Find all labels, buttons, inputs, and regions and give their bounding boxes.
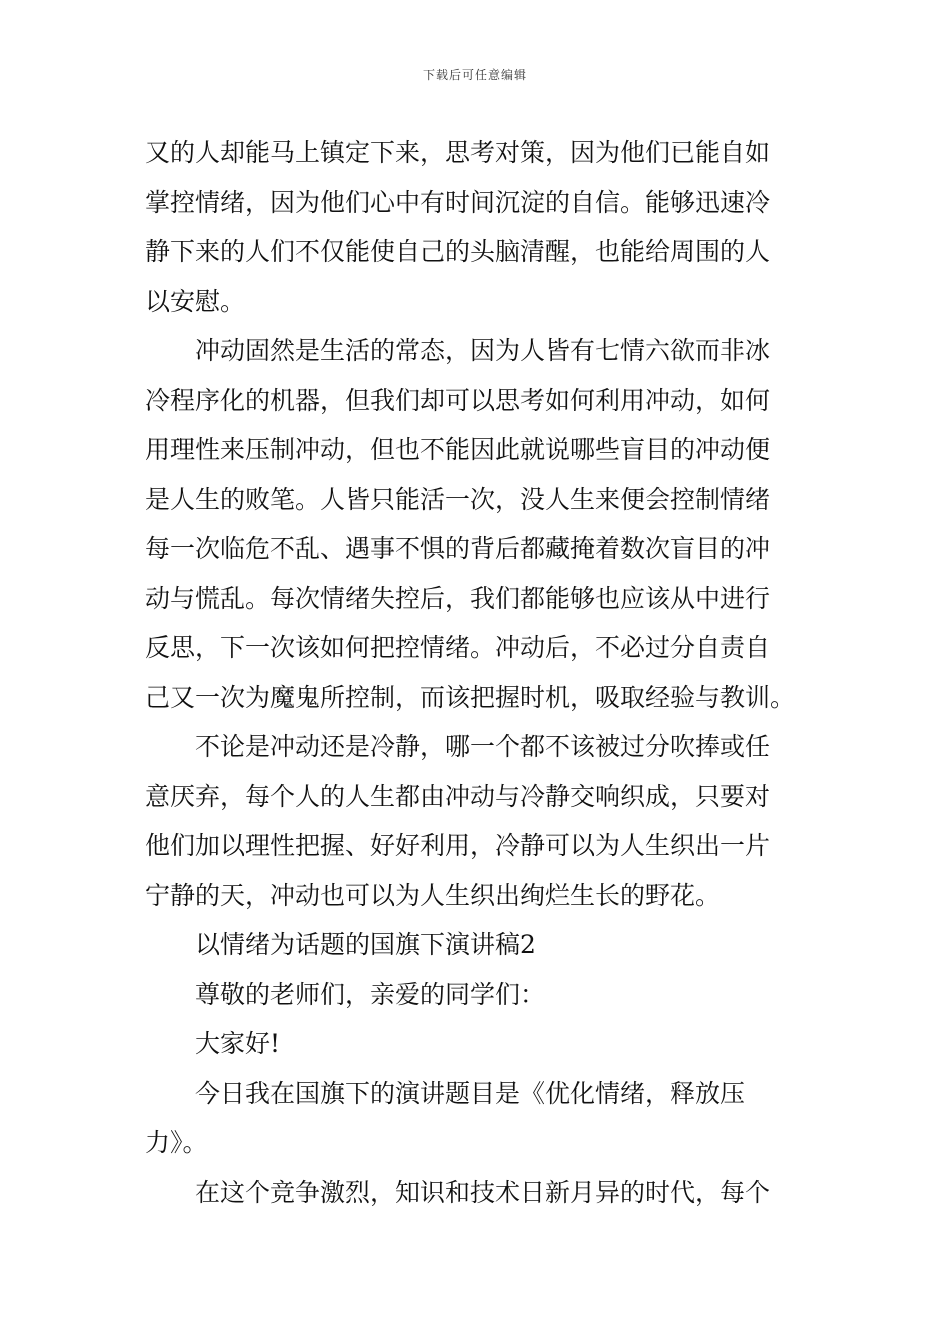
- text-line: 以安慰。: [145, 286, 246, 316]
- text-line: 意厌弃，每个人的人生都由冲动与冷静交响织成，只要对: [145, 781, 771, 811]
- text-line: 冷程序化的机器，但我们却可以思考如何利用冲动，如何: [145, 385, 771, 415]
- text-line: 宁静的天，冲动也可以为人生织出绚烂生长的野花。: [145, 880, 721, 910]
- text-line: 动与慌乱。每次情绪失控后，我们都能够也应该从中进行: [145, 583, 771, 613]
- text-line: 反思，下一次该如何把控情绪。冲动后，不必过分自责自: [145, 633, 771, 662]
- text-line: 又的人却能马上镇定下来，思考对策，因为他们已能自如: [145, 138, 771, 167]
- text-line: 力》。: [145, 1128, 208, 1157]
- text-line: 今日我在国旗下的演讲题目是《优化情绪，释放压: [195, 1078, 746, 1108]
- text-line: 在这个竞争激烈，知识和技术日新月异的时代，每个: [195, 1177, 771, 1207]
- text-line: 尊敬的老师们，亲爱的同学们：: [195, 979, 546, 1009]
- text-line: 静下来的人们不仅能使自己的头脑清醒，也能给周围的人: [145, 237, 771, 266]
- page-header: 下载后可任意编辑: [422, 68, 527, 82]
- text-line: 用理性来压制冲动，但也不能因此就说哪些盲目的冲动便: [145, 435, 771, 464]
- text-line: 他们加以理性把握、好好利用，冷静可以为人生织出一片: [145, 831, 771, 860]
- text-line: 己又一次为魔鬼所控制，而该把握时机，吸取经验与教训。: [145, 682, 796, 712]
- text-line: 不论是冲动还是冷静，哪一个都不该被过分吹捧或任: [195, 732, 771, 761]
- document-body: [145, 128, 807, 1217]
- text-line: 掌控情绪，因为他们心中有时间沉淀的自信。能够迅速冷: [145, 187, 771, 217]
- text-line: 每一次临危不乱、遇事不惧的背后都藏掩着数次盲目的冲: [145, 534, 771, 563]
- text-line: 大家好!: [195, 1029, 281, 1058]
- text-line: 以情绪为话题的国旗下演讲稿2: [195, 930, 536, 959]
- text-line: 是人生的败笔。人皆只能活一次，没人生来便会控制情绪: [145, 484, 771, 514]
- text-line: 冲动固然是生活的常态，因为人皆有七情六欲而非冰: [195, 336, 771, 365]
